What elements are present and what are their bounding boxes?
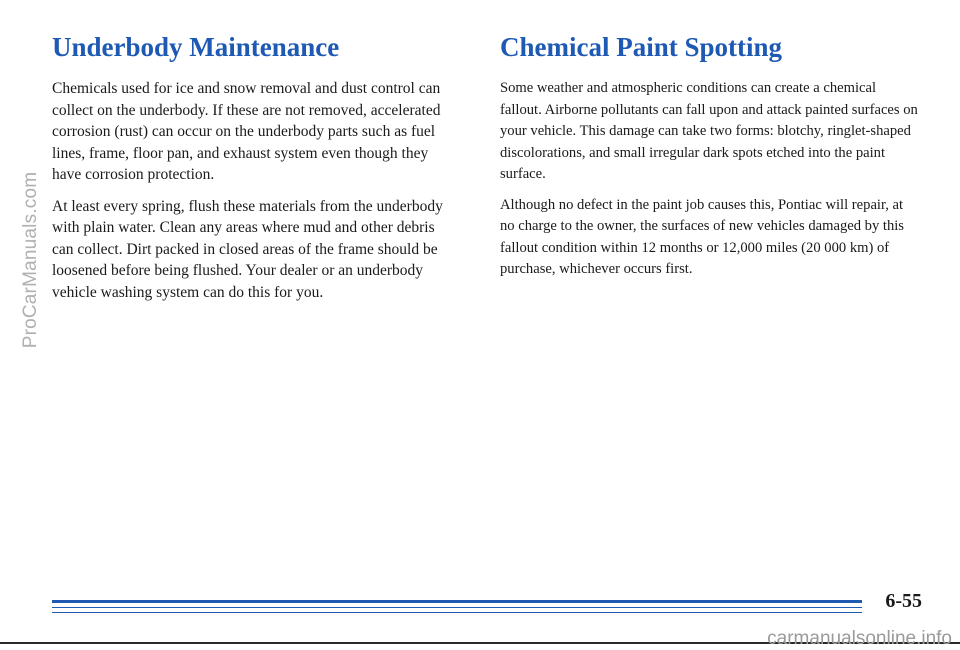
section-heading-paint-spotting: Chemical Paint Spotting: [500, 32, 783, 62]
footer-rule-thin-upper: [52, 607, 862, 608]
paint-spotting-paragraph-1: Some weather and atmospheric conditions can create a chemical fallout. Airborne pollutants can fall upon and attack painted surfaces on your vehicle. This damage can take two forms: blotchy, ringlet-shaped discolorations, and small irregular dark spots etched into the paint surface.: [500, 80, 918, 182]
watermark-text: ProCarManuals.com: [20, 171, 41, 349]
footer-rule-thick: [52, 600, 862, 603]
chemical-paint-spotting-section: [500, 30, 920, 290]
section-heading-underbody: Underbody Maintenance: [52, 32, 340, 62]
underbody-maintenance-section: [52, 30, 457, 313]
footer-rule-thin-lower: [52, 612, 862, 613]
paint-spotting-paragraph-2: Although no defect in the paint job causes this, Pontiac will repair, at no charge to the owner, the surfaces of new vehicles damaged by this fallout condition within 12 months or 12,000 miles (20 000 km) of purchase, whichever occurs first.: [500, 196, 904, 277]
site-watermark: carmanualsonline.info: [767, 628, 952, 649]
underbody-paragraph-2: At least every spring, flush these materials from the underbody with plain water. Clean any areas where mud and other debris can collect. Dirt packed in closed areas of the frame should be loosened before being flushed. Your dealer or an underbody vehicle washing system can do this for you.: [52, 197, 443, 301]
page-number: 6-55: [885, 590, 922, 612]
underbody-paragraph-1: Chemicals used for ice and snow removal and dust control can collect on the underbody. If these are not removed, accelerated corrosion (rust) can occur on the underbody parts such as fuel lines, frame, floor pan, and exhaust system even though they have corrosion protection.: [52, 80, 441, 183]
